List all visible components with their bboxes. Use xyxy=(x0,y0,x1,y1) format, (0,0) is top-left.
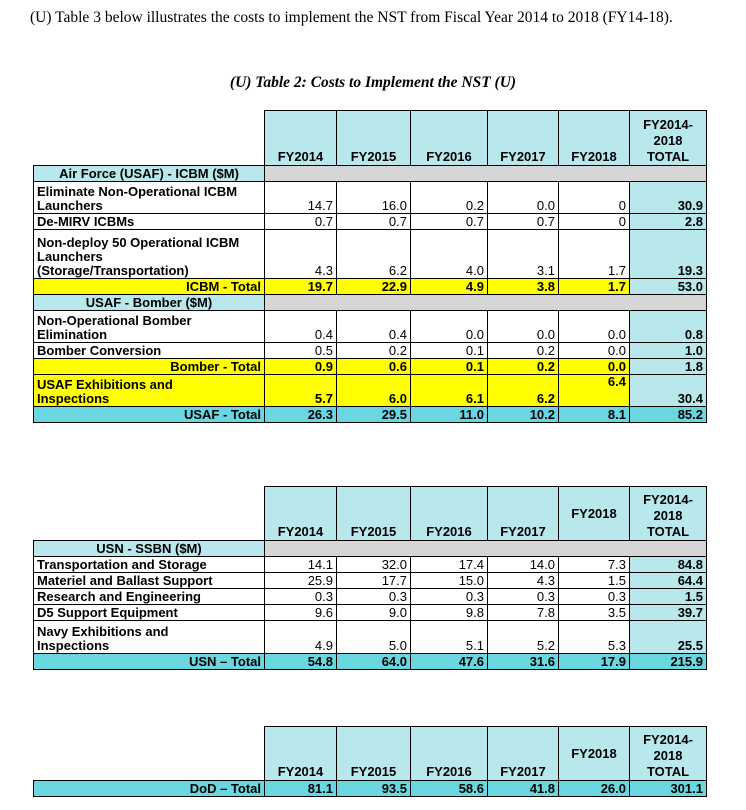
total-cell: 1.8 xyxy=(630,359,707,375)
cell: 0.2 xyxy=(337,343,411,359)
cell: 10.2 xyxy=(488,407,559,423)
cell: 0.3 xyxy=(411,589,488,605)
cell: 1.7 xyxy=(559,230,630,279)
cell: 0.3 xyxy=(488,589,559,605)
col-fy2016: FY2016 xyxy=(411,487,488,541)
header-row xyxy=(34,727,707,781)
total-cell: 64.4 xyxy=(630,573,707,589)
table-row xyxy=(34,343,707,359)
cell: 4.3 xyxy=(265,230,337,279)
row-label: DoD – Total xyxy=(34,781,265,797)
cell: 54.8 xyxy=(265,654,337,670)
cell: 5.2 xyxy=(488,621,559,654)
cell: 19.7 xyxy=(265,279,337,295)
cell: 15.0 xyxy=(411,573,488,589)
cell: 5.1 xyxy=(411,621,488,654)
cell: 0.1 xyxy=(411,343,488,359)
cell: 6.0 xyxy=(337,375,411,407)
cell: 58.6 xyxy=(411,781,488,797)
cell: 6.1 xyxy=(411,375,488,407)
exhibitions-row xyxy=(34,375,707,407)
total-cell: 53.0 xyxy=(630,279,707,295)
cell: 7.3 xyxy=(559,557,630,573)
cell: 32.0 xyxy=(337,557,411,573)
cell: 6.2 xyxy=(488,375,559,407)
cell: 0.0 xyxy=(488,182,559,214)
cell: 5.7 xyxy=(265,375,337,407)
dod-cost-table xyxy=(33,726,707,797)
cell: 0.4 xyxy=(337,311,411,343)
cell: 0.0 xyxy=(559,311,630,343)
header-row xyxy=(34,111,707,166)
row-label: D5 Support Equipment xyxy=(34,605,265,621)
cell: 22.9 xyxy=(337,279,411,295)
table-row xyxy=(34,605,707,621)
usn-total-row xyxy=(34,654,707,670)
table-row xyxy=(34,589,707,605)
row-label: USAF - Total xyxy=(34,407,265,423)
cell: 0.2 xyxy=(488,343,559,359)
cell: 26.0 xyxy=(559,781,630,797)
cell: 0.6 xyxy=(337,359,411,375)
cell: 0.4 xyxy=(265,311,337,343)
cell: 26.3 xyxy=(265,407,337,423)
cell: 4.0 xyxy=(411,230,488,279)
usn-cost-table xyxy=(33,486,707,670)
cell: 9.6 xyxy=(265,605,337,621)
col-total: FY2014- 2018 TOTAL xyxy=(630,111,707,166)
row-label: Bomber - Total xyxy=(34,359,265,375)
table-row xyxy=(34,311,707,343)
cell: 1.7 xyxy=(559,279,630,295)
cell: 0.5 xyxy=(265,343,337,359)
cell: 93.5 xyxy=(337,781,411,797)
row-label: Non-Operational Bomber Elimination xyxy=(34,311,265,343)
cell: 4.9 xyxy=(265,621,337,654)
header-row xyxy=(34,487,707,541)
cell: 17.7 xyxy=(337,573,411,589)
section-row xyxy=(34,541,707,557)
total-cell: 30.4 xyxy=(630,375,707,407)
cell: 0 xyxy=(559,214,630,230)
cell: 14.7 xyxy=(265,182,337,214)
cell: 5.3 xyxy=(559,621,630,654)
cell: 0.0 xyxy=(488,311,559,343)
cell: 0.3 xyxy=(559,589,630,605)
row-label: Non-deploy 50 Operational ICBM Launchers (Storage/Transportation) xyxy=(34,230,265,279)
col-fy2017: FY2017 xyxy=(488,111,559,166)
col-fy2017: FY2017 xyxy=(488,487,559,541)
intro-paragraph: (U) Table 3 below illustrates the costs to implement the NST from Fiscal Year 2014 to 2018 (FY14-18). xyxy=(30,9,673,26)
section-label: USN - SSBN ($M) xyxy=(34,541,265,557)
col-fy2018: FY2018 xyxy=(559,487,630,541)
table-row xyxy=(34,182,707,214)
cell: 14.0 xyxy=(488,557,559,573)
row-label: Bomber Conversion xyxy=(34,343,265,359)
col-fy2014: FY2014 xyxy=(265,487,337,541)
cell: 81.1 xyxy=(265,781,337,797)
total-cell: 215.9 xyxy=(630,654,707,670)
usaf-total-row xyxy=(34,407,707,423)
col-fy2018: FY2018 xyxy=(559,111,630,166)
cell: 9.0 xyxy=(337,605,411,621)
cell: 17.4 xyxy=(411,557,488,573)
col-total: FY2014- 2018 TOTAL xyxy=(630,487,707,541)
cell: 0.7 xyxy=(411,214,488,230)
total-cell: 84.8 xyxy=(630,557,707,573)
cell: 11.0 xyxy=(411,407,488,423)
row-label: Materiel and Ballast Support xyxy=(34,573,265,589)
total-cell: 2.8 xyxy=(630,214,707,230)
total-cell: 19.3 xyxy=(630,230,707,279)
col-fy2014: FY2014 xyxy=(265,727,337,781)
cell: 7.8 xyxy=(488,605,559,621)
table-row xyxy=(34,621,707,654)
dod-total-row xyxy=(34,781,707,797)
cell: 64.0 xyxy=(337,654,411,670)
total-cell: 25.5 xyxy=(630,621,707,654)
cell: 0 xyxy=(559,182,630,214)
row-label: USN – Total xyxy=(34,654,265,670)
col-fy2015: FY2015 xyxy=(337,487,411,541)
cell: 0.2 xyxy=(488,359,559,375)
row-label: Research and Engineering xyxy=(34,589,265,605)
total-cell: 0.8 xyxy=(630,311,707,343)
section-row xyxy=(34,166,707,182)
col-fy2017: FY2017 xyxy=(488,727,559,781)
cell: 5.0 xyxy=(337,621,411,654)
table-row xyxy=(34,557,707,573)
cell: 17.9 xyxy=(559,654,630,670)
cell: 9.8 xyxy=(411,605,488,621)
cell: 8.1 xyxy=(559,407,630,423)
cell: 0.0 xyxy=(559,343,630,359)
cell: 29.5 xyxy=(337,407,411,423)
col-fy2014: FY2014 xyxy=(265,111,337,166)
cell: 25.9 xyxy=(265,573,337,589)
cell: 3.8 xyxy=(488,279,559,295)
row-label: De-MIRV ICBMs xyxy=(34,214,265,230)
col-fy2018: FY2018 xyxy=(559,727,630,781)
row-label: Navy Exhibitions and Inspections xyxy=(34,621,265,654)
row-label: Transportation and Storage xyxy=(34,557,265,573)
total-cell: 39.7 xyxy=(630,605,707,621)
section-label: USAF - Bomber ($M) xyxy=(34,295,265,311)
cell: 0.7 xyxy=(337,214,411,230)
row-label: ICBM - Total xyxy=(34,279,265,295)
col-total: FY2014- 2018 TOTAL xyxy=(630,727,707,781)
cell: 47.6 xyxy=(411,654,488,670)
cell: 14.1 xyxy=(265,557,337,573)
col-fy2015: FY2015 xyxy=(337,727,411,781)
cell: 41.8 xyxy=(488,781,559,797)
cell: 4.9 xyxy=(411,279,488,295)
cell: 0.0 xyxy=(559,359,630,375)
col-fy2016: FY2016 xyxy=(411,727,488,781)
cell: 0.1 xyxy=(411,359,488,375)
cell: 3.1 xyxy=(488,230,559,279)
cell: 1.5 xyxy=(559,573,630,589)
cell: 0.7 xyxy=(265,214,337,230)
table-row xyxy=(34,214,707,230)
col-fy2015: FY2015 xyxy=(337,111,411,166)
cell: 31.6 xyxy=(488,654,559,670)
cell: 0.7 xyxy=(488,214,559,230)
section-label: Air Force (USAF) - ICBM ($M) xyxy=(34,166,265,182)
cell: 0.3 xyxy=(337,589,411,605)
cell: 6.4 xyxy=(559,375,630,407)
row-label: USAF Exhibitions and Inspections xyxy=(34,375,265,407)
icbm-total-row xyxy=(34,279,707,295)
table-row xyxy=(34,230,707,279)
bomber-total-row xyxy=(34,359,707,375)
cell: 0.9 xyxy=(265,359,337,375)
total-cell: 1.0 xyxy=(630,343,707,359)
cell: 0.0 xyxy=(411,311,488,343)
table-caption: (U) Table 2: Costs to Implement the NST (U) xyxy=(229,74,517,91)
cell: 0.3 xyxy=(265,589,337,605)
table-row xyxy=(34,573,707,589)
total-cell: 1.5 xyxy=(630,589,707,605)
col-fy2016: FY2016 xyxy=(411,111,488,166)
cell: 0.2 xyxy=(411,182,488,214)
cell: 6.2 xyxy=(337,230,411,279)
section-row xyxy=(34,295,707,311)
usaf-cost-table xyxy=(33,110,707,423)
total-cell: 30.9 xyxy=(630,182,707,214)
total-cell: 85.2 xyxy=(630,407,707,423)
cell: 16.0 xyxy=(337,182,411,214)
cell: 3.5 xyxy=(559,605,630,621)
cell: 4.3 xyxy=(488,573,559,589)
row-label: Eliminate Non-Operational ICBM Launchers xyxy=(34,182,265,214)
total-cell: 301.1 xyxy=(630,781,707,797)
